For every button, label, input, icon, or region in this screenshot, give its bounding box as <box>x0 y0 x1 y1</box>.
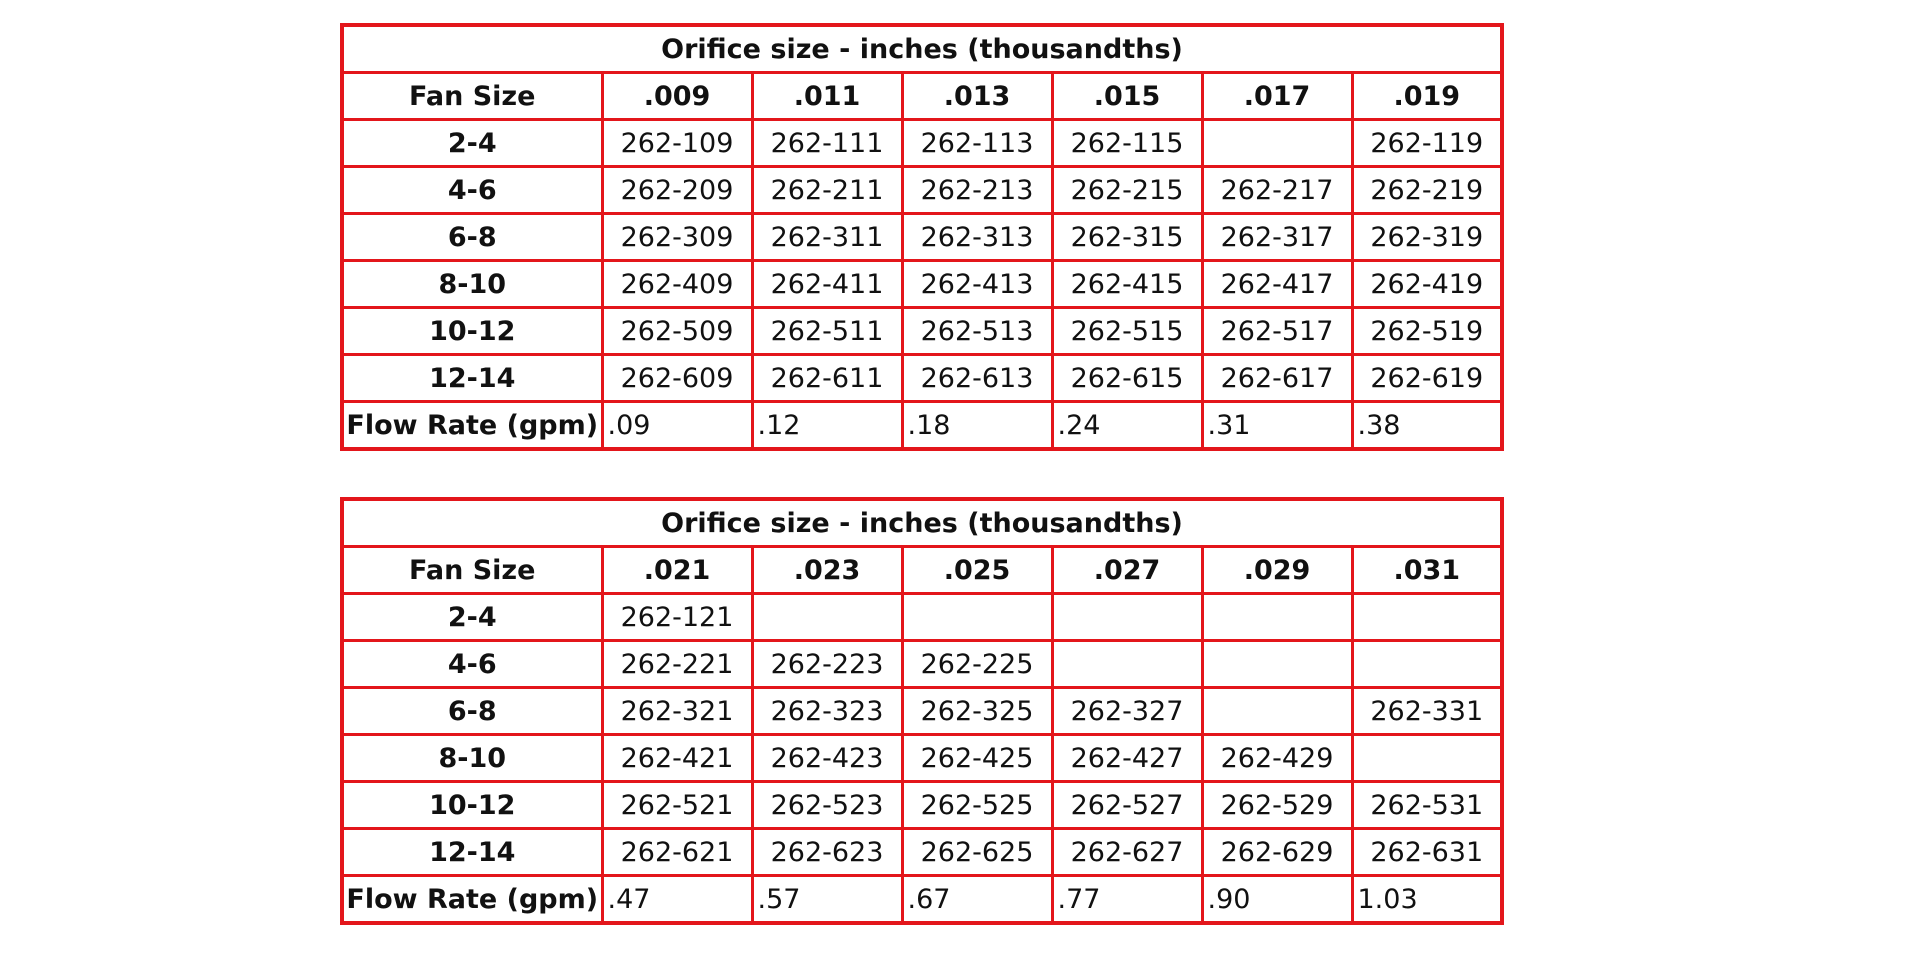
part-number-cell <box>1352 641 1502 688</box>
table-row <box>342 355 1502 402</box>
orifice-table-2 <box>340 497 1504 925</box>
fan-size-cell: 4-6 <box>342 167 602 214</box>
table-title-row <box>342 499 1502 547</box>
part-number-cell: 262-619 <box>1352 355 1502 402</box>
flow-rate-row <box>342 876 1502 924</box>
part-number-cell: 262-325 <box>902 688 1052 735</box>
fan-size-cell: 10-12 <box>342 782 602 829</box>
part-number-cell <box>1052 641 1202 688</box>
part-number-cell: 262-413 <box>902 261 1052 308</box>
orifice-column-header: .011 <box>752 73 902 120</box>
table-row <box>342 214 1502 261</box>
part-number-cell: 262-213 <box>902 167 1052 214</box>
part-number-cell: 262-111 <box>752 120 902 167</box>
orifice-column-header: .021 <box>602 547 752 594</box>
part-number-cell <box>902 594 1052 641</box>
part-number-cell: 262-611 <box>752 355 902 402</box>
part-number-cell: 262-315 <box>1052 214 1202 261</box>
table-row <box>342 167 1502 214</box>
part-number-cell: 262-419 <box>1352 261 1502 308</box>
part-number-cell: 262-415 <box>1052 261 1202 308</box>
part-number-cell: 262-411 <box>752 261 902 308</box>
flow-rate-label: Flow Rate (gpm) <box>342 876 602 924</box>
part-number-cell: 262-615 <box>1052 355 1202 402</box>
flow-rate-cell: .18 <box>902 402 1052 450</box>
part-number-cell: 262-613 <box>902 355 1052 402</box>
part-number-cell: 262-331 <box>1352 688 1502 735</box>
fan-size-header: Fan Size <box>342 547 602 594</box>
part-number-cell <box>1202 688 1352 735</box>
part-number-cell: 262-417 <box>1202 261 1352 308</box>
fan-size-cell: 2-4 <box>342 120 602 167</box>
orifice-column-header: .031 <box>1352 547 1502 594</box>
flow-rate-cell: .31 <box>1202 402 1352 450</box>
part-number-cell: 262-115 <box>1052 120 1202 167</box>
header-row <box>342 73 1502 120</box>
part-number-cell: 262-519 <box>1352 308 1502 355</box>
part-number-cell <box>752 594 902 641</box>
table-row <box>342 641 1502 688</box>
part-number-cell: 262-627 <box>1052 829 1202 876</box>
table-row <box>342 308 1502 355</box>
flow-rate-cell: .38 <box>1352 402 1502 450</box>
part-number-cell <box>1352 594 1502 641</box>
part-number-cell: 262-113 <box>902 120 1052 167</box>
table-row <box>342 120 1502 167</box>
orifice-column-header: .027 <box>1052 547 1202 594</box>
table-title: Orifice size - inches (thousandths) <box>342 499 1502 547</box>
part-number-cell: 262-629 <box>1202 829 1352 876</box>
part-number-cell: 262-617 <box>1202 355 1352 402</box>
part-number-cell: 262-319 <box>1352 214 1502 261</box>
table-title-row <box>342 25 1502 73</box>
part-number-cell: 262-509 <box>602 308 752 355</box>
fan-size-cell: 8-10 <box>342 261 602 308</box>
part-number-cell: 262-623 <box>752 829 902 876</box>
part-number-cell: 262-215 <box>1052 167 1202 214</box>
part-number-cell: 262-517 <box>1202 308 1352 355</box>
part-number-cell: 262-221 <box>602 641 752 688</box>
part-number-cell: 262-425 <box>902 735 1052 782</box>
part-number-cell: 262-209 <box>602 167 752 214</box>
part-number-cell: 262-527 <box>1052 782 1202 829</box>
part-number-cell <box>1202 641 1352 688</box>
table-row <box>342 735 1502 782</box>
flow-rate-cell: .47 <box>602 876 752 924</box>
part-number-cell: 262-531 <box>1352 782 1502 829</box>
fan-size-cell: 12-14 <box>342 829 602 876</box>
orifice-column-header: .025 <box>902 547 1052 594</box>
part-number-cell: 262-631 <box>1352 829 1502 876</box>
fan-size-header: Fan Size <box>342 73 602 120</box>
part-number-cell: 262-217 <box>1202 167 1352 214</box>
part-number-cell <box>1202 120 1352 167</box>
flow-rate-cell: 1.03 <box>1352 876 1502 924</box>
part-number-cell: 262-625 <box>902 829 1052 876</box>
flow-rate-cell: .09 <box>602 402 752 450</box>
fan-size-cell: 2-4 <box>342 594 602 641</box>
part-number-cell: 262-211 <box>752 167 902 214</box>
fan-size-cell: 10-12 <box>342 308 602 355</box>
part-number-cell: 262-327 <box>1052 688 1202 735</box>
fan-size-cell: 8-10 <box>342 735 602 782</box>
part-number-cell: 262-311 <box>752 214 902 261</box>
part-number-cell <box>1352 735 1502 782</box>
table-row <box>342 829 1502 876</box>
orifice-table-1 <box>340 23 1504 451</box>
table-row <box>342 261 1502 308</box>
part-number-cell: 262-511 <box>752 308 902 355</box>
part-number-cell: 262-109 <box>602 120 752 167</box>
part-number-cell: 262-317 <box>1202 214 1352 261</box>
fan-size-cell: 6-8 <box>342 214 602 261</box>
orifice-column-header: .015 <box>1052 73 1202 120</box>
part-number-cell: 262-427 <box>1052 735 1202 782</box>
part-number-cell: 262-609 <box>602 355 752 402</box>
part-number-cell: 262-309 <box>602 214 752 261</box>
flow-rate-cell: .12 <box>752 402 902 450</box>
part-number-cell: 262-523 <box>752 782 902 829</box>
fan-size-cell: 12-14 <box>342 355 602 402</box>
table-row <box>342 688 1502 735</box>
flow-rate-label: Flow Rate (gpm) <box>342 402 602 450</box>
orifice-column-header: .019 <box>1352 73 1502 120</box>
fan-size-cell: 6-8 <box>342 688 602 735</box>
orifice-column-header: .023 <box>752 547 902 594</box>
part-number-cell: 262-513 <box>902 308 1052 355</box>
part-number-cell: 262-409 <box>602 261 752 308</box>
part-number-cell: 262-313 <box>902 214 1052 261</box>
part-number-cell: 262-321 <box>602 688 752 735</box>
flow-rate-cell: .24 <box>1052 402 1202 450</box>
flow-rate-cell: .57 <box>752 876 902 924</box>
part-number-cell: 262-223 <box>752 641 902 688</box>
table-row <box>342 594 1502 641</box>
flow-rate-cell: .77 <box>1052 876 1202 924</box>
part-number-cell: 262-621 <box>602 829 752 876</box>
part-number-cell: 262-529 <box>1202 782 1352 829</box>
orifice-column-header: .009 <box>602 73 752 120</box>
part-number-cell <box>1052 594 1202 641</box>
part-number-cell: 262-225 <box>902 641 1052 688</box>
part-number-cell: 262-515 <box>1052 308 1202 355</box>
part-number-cell: 262-323 <box>752 688 902 735</box>
orifice-column-header: .029 <box>1202 547 1352 594</box>
part-number-cell: 262-421 <box>602 735 752 782</box>
header-row <box>342 547 1502 594</box>
flow-rate-cell: .90 <box>1202 876 1352 924</box>
flow-rate-cell: .67 <box>902 876 1052 924</box>
part-number-cell: 262-119 <box>1352 120 1502 167</box>
part-number-cell: 262-429 <box>1202 735 1352 782</box>
part-number-cell: 262-521 <box>602 782 752 829</box>
table-title: Orifice size - inches (thousandths) <box>342 25 1502 73</box>
part-number-cell: 262-219 <box>1352 167 1502 214</box>
flow-rate-row <box>342 402 1502 450</box>
part-number-cell: 262-121 <box>602 594 752 641</box>
part-number-cell <box>1202 594 1352 641</box>
fan-size-cell: 4-6 <box>342 641 602 688</box>
orifice-column-header: .017 <box>1202 73 1352 120</box>
part-number-cell: 262-423 <box>752 735 902 782</box>
part-number-cell: 262-525 <box>902 782 1052 829</box>
table-row <box>342 782 1502 829</box>
orifice-column-header: .013 <box>902 73 1052 120</box>
